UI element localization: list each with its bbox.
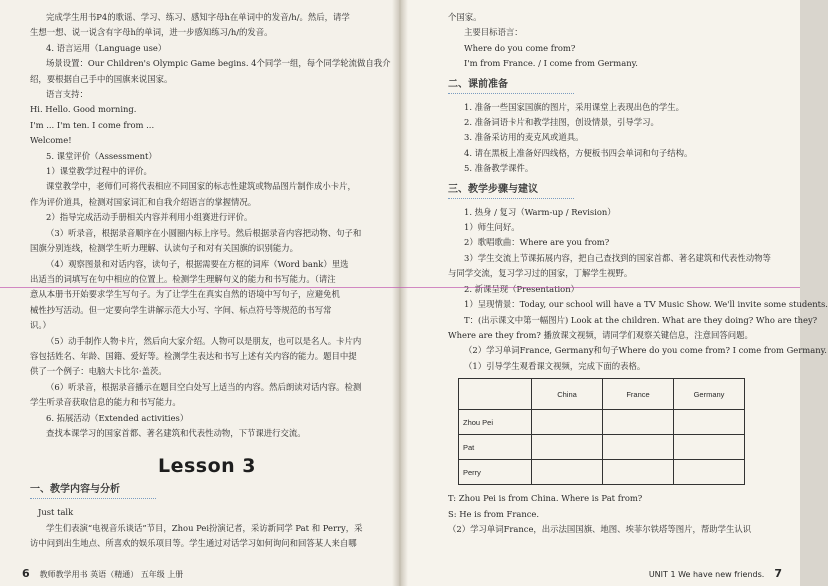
table-row-label: Pat: [459, 435, 532, 460]
text-line: 学生听录音获取信息的能力和书写能力。: [30, 397, 181, 408]
scan-artifact-line: [0, 287, 800, 288]
table-header-cell: Germany: [674, 379, 745, 410]
text-line: 容包括姓名、年龄、国籍、爱好等。检测学生表达和书写上述有关内容的能力。题目中提: [30, 350, 357, 361]
table-empty-cell: [603, 460, 674, 485]
heading-underline: [30, 498, 156, 499]
table-row: [459, 460, 745, 485]
text-line: 识。）: [30, 320, 51, 331]
text-line: Welcome!: [30, 135, 72, 146]
text-line: 2. 新课呈现（Presentation）: [464, 283, 579, 294]
text-line: （6）听录音，根据录音播示在题目空白处写上适当的内容。然后朗读对话内容。检测: [46, 381, 362, 392]
lesson-title: Lesson 3: [157, 455, 257, 478]
page-number-left: 6: [22, 567, 30, 580]
text-line: 访中问到出生地点、所喜欢的娱乐项目等。学生通过对话学习如何询问和回答某人来自哪: [30, 538, 357, 549]
text-line: 4. 请在黑板上准备好四线格，方便板书四会单词和句子结构。: [464, 147, 693, 158]
text-line: （5）动手制作人物卡片，然后向大家介绍。人物可以是朋友，也可以是名人。卡片内: [46, 335, 362, 346]
left-page: [0, 0, 398, 586]
table-row-label: Perry: [459, 460, 532, 485]
table-empty-cell: [603, 410, 674, 435]
text-line: 1. 热身 / 复习（Warm-up / Revision）: [464, 206, 616, 217]
table-header-cell: China: [532, 379, 603, 410]
right-footer-unit: UNIT 1 We have new friends.: [648, 570, 765, 579]
text-line: 3. 准备采访用的麦克风或道具。: [464, 132, 584, 143]
table-empty-cell: [674, 435, 745, 460]
heading-underline: [448, 93, 574, 94]
heading-underline: [448, 198, 574, 199]
text-line: 主要目标语言：: [464, 27, 523, 38]
text-line: 出适当的词填写在句中相应的位置上。检测学生理解句义的能力和书写能力。（请注: [30, 273, 336, 284]
text-line: 意从本册书开始要求学生写句子。为了让学生在真实自然的语境中写句子，应避免机: [30, 289, 340, 300]
text-line: 语言支持：: [46, 89, 88, 100]
text-line: 学生们表演“电视音乐谈话”节目，Zhou Pei扮演记者，采访新同学 Pat 和 Perry，采: [46, 522, 363, 533]
text-line: 与同学交流，复习学习过的国家，丁解学生视野。: [448, 268, 633, 279]
text-line: 1）师生问好。: [464, 222, 520, 233]
text-line: 查找本课学习的国家首都、著名建筑和代表性动物，下节课进行交流。: [46, 427, 306, 438]
text-line: （3）听录音，根据录音顺序在小圆圈内标上序号。然后根据录音内容把动物、句子和: [46, 227, 362, 238]
text-line: Just talk: [38, 507, 74, 518]
table-empty-cell: [674, 460, 745, 485]
table-row: [459, 410, 745, 435]
text-line: 完成学生用书P4的歌谣、学习、练习、感知字母h在单词中的发音/h/。然后，请学: [46, 12, 350, 22]
text-line: （2）学习单词France，出示法国国旗、地图、埃菲尔铁塔等图片，帮助学生认识: [448, 523, 752, 534]
text-line: 课堂教学中，老师们可将代表相应不同国家的标志性建筑或物品图片制作成小卡片，: [46, 181, 356, 192]
text-line: I'm from France. / I come from Germany.: [464, 58, 638, 69]
text-line: （2）学习单词France, Germany和句子Where do you come from? I come from Germany.: [464, 345, 827, 356]
page-number-right: 7: [774, 567, 782, 580]
after-table-body: [448, 491, 782, 537]
table-row-label: Zhou Pei: [459, 410, 532, 435]
text-line: 场景设置：Our Children's Olympic Game begins. 4个同学一组，每个同学轮流做自我介: [46, 58, 391, 69]
text-line: 2）歌唱歌曲：Where are you from?: [464, 237, 610, 248]
table-empty-cell: [532, 460, 603, 485]
right-page-footer: [649, 567, 782, 580]
text-line: 5. 课堂评价（Assessment）: [46, 150, 157, 161]
left-page-footer: [22, 567, 183, 580]
right-page: [402, 0, 828, 586]
text-line: S: He is from France.: [448, 508, 540, 519]
text-line: （4）观察图景和对话内容，读句子，根据需要在方框的词库（Word bank）里选: [46, 258, 349, 269]
text-line: 4. 语言运用（Language use）: [46, 42, 167, 53]
text-line: Hi. Hello. Good morning.: [30, 104, 137, 115]
table-header-cell: France: [603, 379, 674, 410]
text-line: 国旗分别连线，检测学生听力理解、认读句子和对有关国旗的识别能力。: [30, 243, 298, 254]
steps-body: [448, 205, 828, 374]
text-line: 2）指导完成活动手册相关内容并利用小组赛进行评价。: [46, 212, 253, 223]
section-heading-preparation: 二、课前准备: [448, 78, 508, 90]
section-heading-content-analysis: 一、教学内容与分析: [30, 484, 120, 496]
left-page-body: [30, 10, 391, 441]
section-heading-steps: 三、教学步骤与建议: [448, 183, 538, 195]
text-line: 3）学生交流上节课拓展内容，把自己查找到的国家首都、著名建筑和代表性动物等: [464, 252, 771, 263]
text-line: I'm ... I'm ten. I come from ...: [30, 119, 155, 130]
text-line: T：(出示课文中第一幅图片) Look at the children. What are they doing? Who are they?: [464, 314, 818, 325]
right-page-top-body: [448, 10, 782, 72]
text-line: （1）引导学生观看课文视频，完成下面的表格。: [464, 360, 646, 371]
text-line: 1）呈现情景：Today, our school will have a TV Music Show. We'll invite some students.: [464, 299, 828, 310]
text-line: 生想一想、说一说含有字母h的单词，进一步感知练习/h/的发音。: [30, 27, 273, 38]
text-line: 械性抄写活动。但一定要向学生讲解示范大小写、字间、标点符号等规范的书写常: [30, 304, 332, 315]
text-line: 作为评价道具，检测对国家词汇和自我介绍语言的掌握情况。: [30, 196, 257, 207]
text-line: 5. 准备教学课件。: [464, 163, 534, 174]
country-table: [458, 378, 745, 485]
left-footer-title: 教师教学用书 英语（精通） 五年级 上册: [39, 570, 184, 579]
preparation-list: [448, 100, 782, 177]
table-empty-cell: [674, 410, 745, 435]
text-line: 6. 拓展活动（Extended activities）: [46, 412, 189, 423]
table-header-cell: [459, 379, 532, 410]
text-line: T: Zhou Pei is from China. Where is Pat from?: [448, 493, 643, 504]
book-gutter: [392, 0, 408, 586]
table-empty-cell: [603, 435, 674, 460]
text-line: 1）课堂教学过程中的评价。: [46, 166, 152, 177]
text-line: Where are they from? 播放课文视频，请同学们观察关键信息，注意回答问题。: [448, 329, 753, 340]
text-line: 1. 准备一些国家国旗的图片，采用课堂上表现出色的学生。: [464, 101, 685, 112]
table-empty-cell: [532, 410, 603, 435]
table-empty-cell: [532, 435, 603, 460]
text-line: 2. 准备词语卡片和教学挂图，创设情景，引导学习。: [464, 117, 659, 128]
text-line: 个国家。: [448, 12, 482, 22]
text-line: 绍，要根据自己手中的国旗来说国家。: [30, 73, 173, 84]
table-row: [459, 435, 745, 460]
left-page-bottom-body: [30, 505, 384, 551]
text-line: 供了一个例子：电脑大卡比尔·盖茨。: [30, 366, 167, 377]
text-line: Where do you come from?: [464, 42, 576, 53]
